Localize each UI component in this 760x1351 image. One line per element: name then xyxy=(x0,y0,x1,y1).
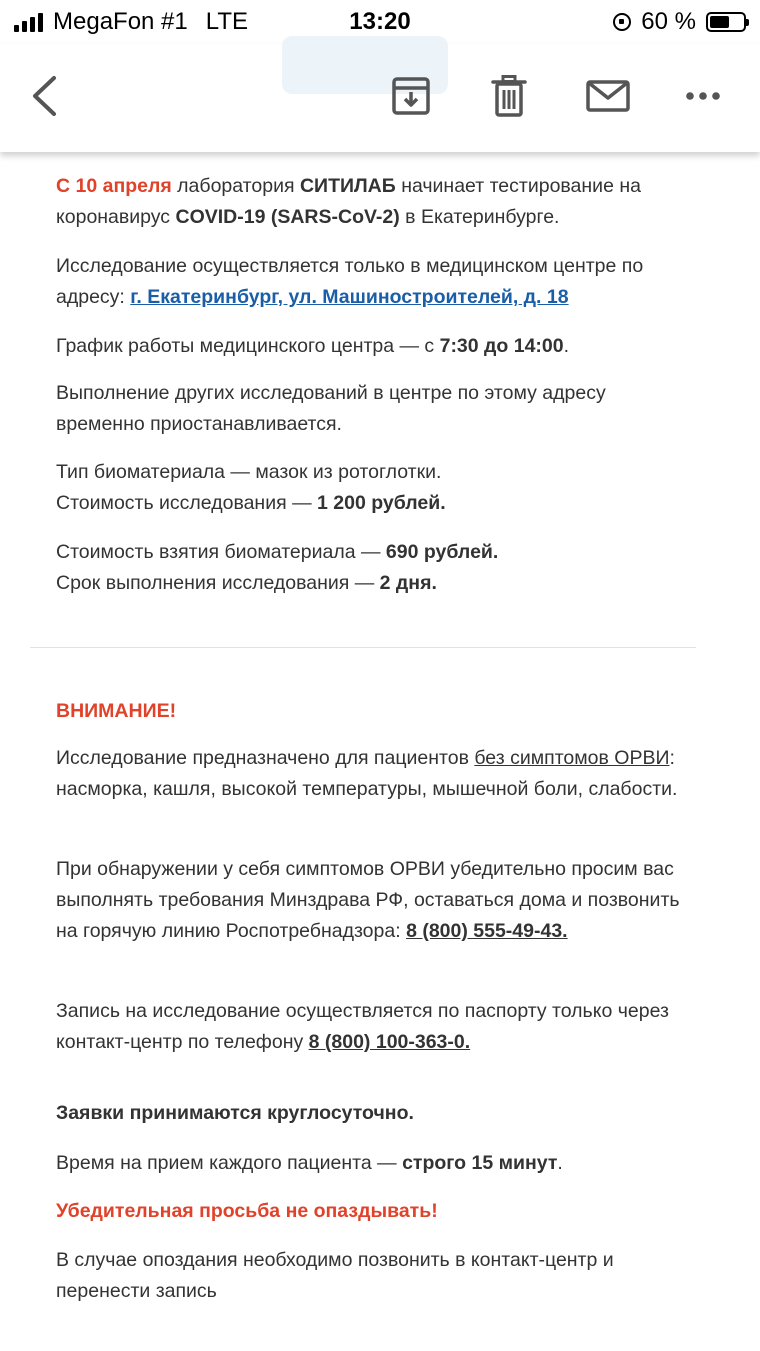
late-policy-text: В случае опоздания необходимо позвонить в контакт-центр и перенести запись xyxy=(56,1249,614,1302)
location-text: Исследование осуществляется только в медицинском центре по адресу: xyxy=(56,255,644,308)
status-right xyxy=(613,8,746,36)
test-cost-line xyxy=(56,488,696,519)
paragraph-symptoms xyxy=(56,854,696,947)
hotline-phone-link[interactable]: 8 (800) 555-49-43. xyxy=(406,920,568,942)
no-symptoms-text: без симптомов ОРВИ xyxy=(474,747,670,769)
contact-center-phone-link[interactable]: 8 (800) 100-363-0. xyxy=(308,1031,471,1053)
test-cost-label: Стоимость исследования — xyxy=(56,492,317,514)
section-divider xyxy=(30,647,696,648)
mail-icon xyxy=(586,80,630,112)
paragraph-intended xyxy=(56,743,696,805)
time-per-patient-end: . xyxy=(557,1152,563,1174)
paragraph-booking xyxy=(56,996,696,1058)
back-button[interactable] xyxy=(20,72,70,120)
battery-percent: 60 % xyxy=(641,8,696,35)
paragraph-suspended xyxy=(56,378,696,440)
duration-label: Срок выполнения исследования — xyxy=(56,572,380,594)
no-late-text: Убедительная просьба не опаздывать! xyxy=(56,1200,438,1222)
paragraph-intro xyxy=(56,171,696,233)
round-clock-text: Заявки принимаются круглосуточно. xyxy=(56,1102,414,1124)
suspended-text: Выполнение других исследований в центре по этому адресу временно приостанавливается. xyxy=(56,382,606,435)
intended-text-1: Исследование предназначено для пациентов xyxy=(56,747,475,769)
carrier-name: MegaFon #1 xyxy=(53,8,188,35)
delete-button[interactable] xyxy=(484,72,534,120)
network-type: LTE xyxy=(205,8,248,35)
time-per-patient-value: строго 15 минут xyxy=(402,1152,558,1174)
battery-icon xyxy=(706,12,746,32)
paragraph-location xyxy=(56,251,696,313)
duration-line xyxy=(56,568,696,599)
paragraph-hours xyxy=(56,331,696,362)
paragraph-round-clock xyxy=(56,1098,696,1129)
archive-button[interactable] xyxy=(386,72,436,120)
archive-icon xyxy=(391,76,431,116)
attention-text: ВНИМАНИЕ! xyxy=(56,700,177,722)
biomaterial-type: Тип биоматериала — мазок из ротоглотки. xyxy=(56,461,442,483)
start-date: С 10 апреля xyxy=(56,175,172,197)
hours-text: График работы медицинского центра — с xyxy=(56,335,440,357)
work-hours: 7:30 до 14:00 xyxy=(439,335,564,357)
symptoms-text: При обнаружении у себя симптомов ОРВИ убедительно просим вас выполнять требования Минздрава РФ, оставаться дома и позвонить на горячую линию Роспотребнадзора: xyxy=(56,858,680,942)
paragraph-sampling xyxy=(56,537,696,599)
hours-end: . xyxy=(563,335,570,357)
mail-toolbar xyxy=(0,44,760,152)
status-time: 13:20 xyxy=(349,8,411,35)
sampling-cost-line xyxy=(56,537,696,568)
intro-text-1: лаборатория xyxy=(171,175,300,197)
virus-name: COVID-19 (SARS-CoV-2) xyxy=(175,206,400,228)
rotation-lock-icon xyxy=(613,13,631,31)
trash-icon xyxy=(491,75,527,117)
sampling-cost-label: Стоимость взятия биоматериала — xyxy=(56,541,386,563)
intro-text-3: в Екатеринбурге. xyxy=(399,206,560,228)
attention-heading xyxy=(56,696,696,727)
lab-name: СИТИЛАБ xyxy=(299,175,396,197)
sampling-cost-value: 690 рублей. xyxy=(385,541,499,563)
duration-value: 2 дня. xyxy=(379,572,437,594)
address-link[interactable]: г. Екатеринбург, ул. Машиностроителей, д. 18 xyxy=(130,286,569,308)
intended-text-2: : насморка, кашля, высокой температуры, мышечной боли, слабости. xyxy=(56,747,678,800)
paragraph-biomaterial xyxy=(56,457,696,519)
more-horizontal-icon xyxy=(685,91,721,101)
booking-text: Запись на исследование осуществляется по паспорту только через контакт-центр по телефону xyxy=(56,1000,669,1053)
test-cost-value: 1 200 рублей. xyxy=(317,492,446,514)
time-per-patient-label: Время на прием каждого пациента — xyxy=(56,1152,403,1174)
chevron-left-icon xyxy=(30,75,60,117)
more-button[interactable] xyxy=(678,72,728,120)
paragraph-late-policy xyxy=(56,1245,696,1307)
intro-text-2: начинает тестирование на коронавирус xyxy=(56,175,641,228)
reply-mail-button[interactable] xyxy=(580,72,636,120)
paragraph-time-per-patient xyxy=(56,1148,696,1179)
paragraph-no-late xyxy=(56,1196,696,1227)
